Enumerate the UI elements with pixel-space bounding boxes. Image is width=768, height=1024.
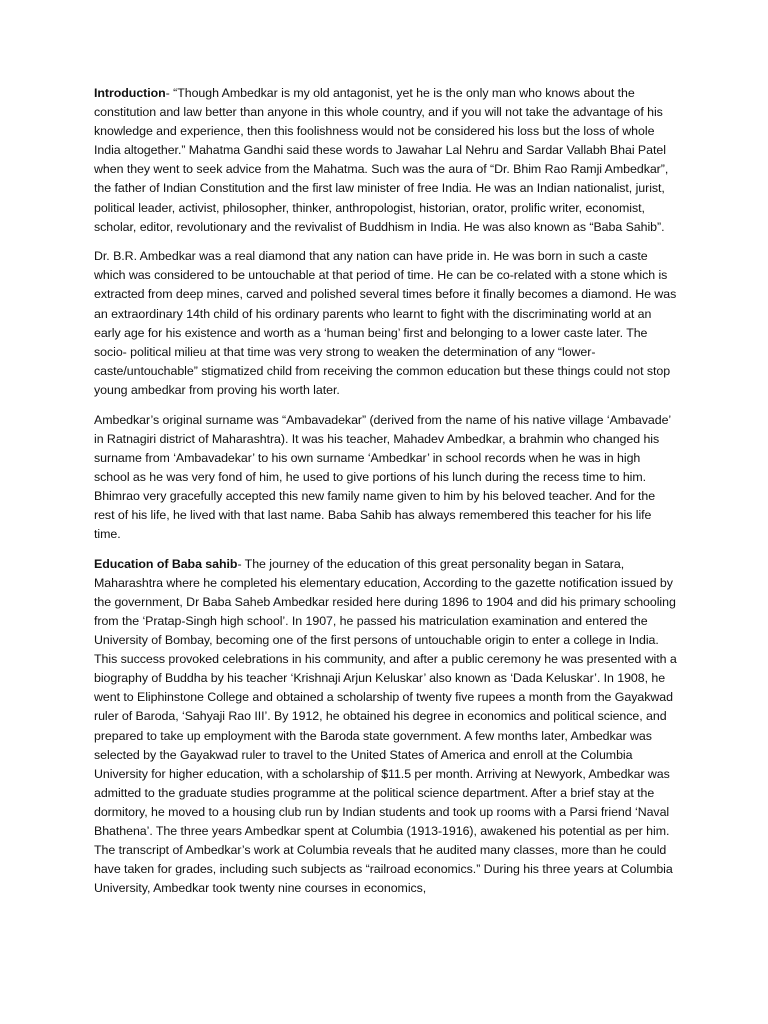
paragraph-education [94, 555, 678, 899]
document-page [94, 84, 678, 909]
paragraph-introduction [94, 84, 678, 237]
paragraph-surname [94, 411, 678, 545]
paragraph-body: - The journey of the education of this great personality began in Satara, Maharashtra where he completed his elementary education, According to the gazette notification issued by the government, Dr Baba Saheb Ambedkar resided here during 1896 to 1904 and did his primary schooling from the ‘Pratap-Singh high school’. In 1907, he passed his matriculation examination and entered the University of Bombay, becoming one of the first persons of untouchable origin to enter a college in India. This success provoked celebrations in his community, and after a public ceremony he was presented with a biography of Buddha by his teacher ‘Krishnaji Arjun Keluskar’ also known as ‘Dada Keluskar’. In 1908, he went to Eliphinstone College and obtained a scholarship of twenty five rupees a month from the Gayakwad ruler of Baroda, ‘Sahyaji Rao III’. By 1912, he obtained his degree in economics and political science, and prepared to take up employment with the Baroda state government. A few months later, Ambedkar was selected by the Gayakwad ruler to travel to the United States of America and enroll at the Columbia University for higher education, with a scholarship of $11.5 per month. Arriving at Newyork, Ambedkar was admitted to the graduate studies programme at the political science department. After a brief stay at the dormitory, he moved to a housing club run by Indian students and took up rooms with a Parsi friend ‘Naval Bhathena’. The three years Ambedkar spent at Columbia (1913-1916), awakened his potential as per him. The transcript of Ambedkar’s work at Columbia reveals that he audited many classes, more than he could have taken for grades, including such subjects as “railroad economics.” During his three years at Columbia University, Ambedkar took twenty nine courses in economics, [94, 556, 677, 896]
paragraph-diamond [94, 247, 678, 400]
paragraph-heading-introduction: Introduction [94, 86, 166, 100]
paragraph-body: - “Though Ambedkar is my old antagonist, yet he is the only man who knows about the constitution and law better than anyone in this whole country, and if you will not take the advantage of his knowledge and experience, then this foolishness would not be considered his loss but the loss of whole India altogether.” Mahatma Gandhi said these words to Jawahar Lal Nehru and Sardar Vallabh Bhai Patel when they went to seek advice from the Mahatma. Such was the aura of “Dr. Bhim Rao Ramji Ambedkar”, the father of Indian Constitution and the first law minister of free India. He was an Indian nationalist, jurist, political leader, activist, philosopher, thinker, anthropologist, historian, orator, prolific writer, economist, scholar, editor, revolutionary and the revivalist of Buddhism in India. He was also known as “Baba Sahib”. [94, 86, 669, 234]
paragraph-body: Ambedkar’s original surname was “Ambavadekar” (derived from the name of his native village ‘Ambavade’ in Ratnagiri district of Maharashtra). It was his teacher, Mahadev Ambedkar, a brahmin who changed his surname from ‘Ambavadekar’ to his own surname ‘Ambedkar’ in school records when he was in high school as he was very fond of him, he used to give portions of his lunch during the recess time to him. Bhimrao very gracefully accepted this new family name given to him by his beloved teacher. And for the rest of his life, he lived with that last name. Baba Sahib has always remembered this teacher for his life time. [94, 412, 671, 542]
paragraph-heading-education: Education of Baba sahib [94, 556, 238, 571]
paragraph-body: Dr. B.R. Ambedkar was a real diamond that any nation can have pride in. He was born in such a caste which was considered to be untouchable at that period of time. He can be co-related with a stone which is extracted from deep mines, carved and polished several times before it finally becomes a diamond. He was an extraordinary 14th child of his ordinary parents who learnt to fight with the discriminating world at an early age for his existence and worth as a ‘human being’ first and belonging to a lower caste later. The socio- political milieu at that time was very strong to weaken the determination of any “lower-caste/untouchable” stigmatized child from receiving the common education but these things could not stop young ambedkar from proving his worth later. [94, 249, 677, 397]
